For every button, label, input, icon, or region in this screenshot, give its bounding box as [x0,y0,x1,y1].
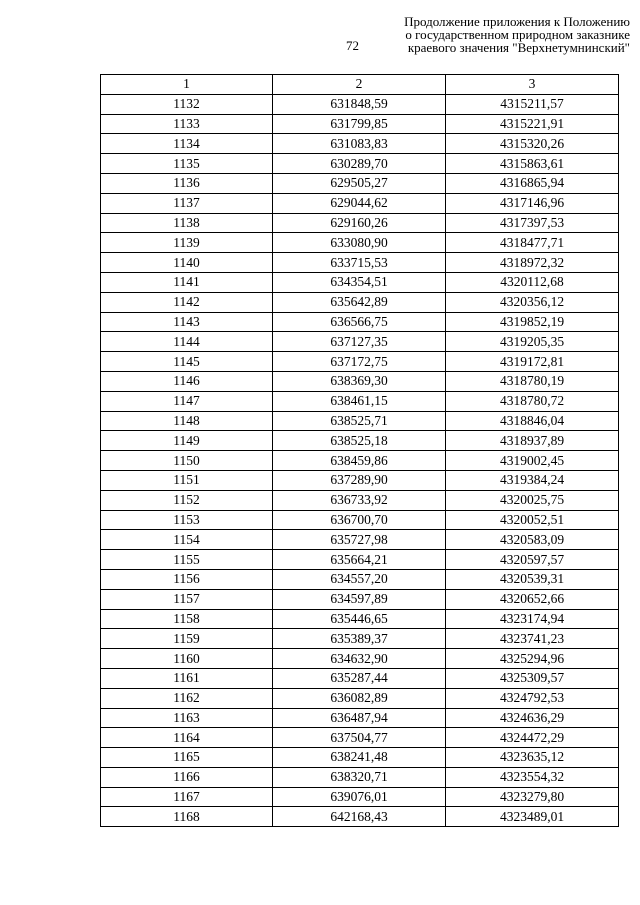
table-row [101,490,619,510]
table-cell: 4315221,91 [446,114,619,134]
table-cell: 1140 [101,253,273,273]
table-cell: 4325294,96 [446,649,619,669]
table-cell: 4318846,04 [446,411,619,431]
table-row [101,728,619,748]
table-cell: 4318477,71 [446,233,619,253]
table-cell: 637289,90 [273,470,446,490]
table-cell: 4320356,12 [446,292,619,312]
table-cell: 4318780,19 [446,371,619,391]
table-cell: 1137 [101,193,273,213]
table-row [101,649,619,669]
table-cell: 1136 [101,173,273,193]
table-row [101,767,619,787]
table-cell: 636566,75 [273,312,446,332]
table-cell: 4320025,75 [446,490,619,510]
table-row [101,193,619,213]
table-cell: 1132 [101,94,273,114]
table-row [101,787,619,807]
table-cell: 635727,98 [273,530,446,550]
table-cell: 1143 [101,312,273,332]
header-note-line: Продолжение приложения к Положению [404,14,630,29]
table-cell: 4323279,80 [446,787,619,807]
table-cell: 1158 [101,609,273,629]
table-row [101,708,619,728]
table-cell: 4320052,51 [446,510,619,530]
table-cell: 1161 [101,668,273,688]
table-cell: 4316865,94 [446,173,619,193]
table-cell: 636733,92 [273,490,446,510]
table-cell: 4319002,45 [446,451,619,471]
table-cell: 1156 [101,569,273,589]
table-cell: 634632,90 [273,649,446,669]
table-cell: 1147 [101,391,273,411]
table-cell: 633715,53 [273,253,446,273]
header-note-line: краевого значения "Верхнетумнинский" [407,40,630,55]
column-header: 3 [446,75,619,95]
table-cell: 1151 [101,470,273,490]
table-row [101,629,619,649]
table-row [101,371,619,391]
table-cell: 1163 [101,708,273,728]
table-cell: 633080,90 [273,233,446,253]
table-row [101,134,619,154]
table-cell: 635287,44 [273,668,446,688]
table-row [101,94,619,114]
table-cell: 1148 [101,411,273,431]
column-header: 1 [101,75,273,95]
page-number: 72 [346,38,359,53]
table-cell: 4318937,89 [446,431,619,451]
table-cell: 4319384,24 [446,470,619,490]
table-cell: 1133 [101,114,273,134]
table-row [101,431,619,451]
table-row [101,530,619,550]
table-cell: 1149 [101,431,273,451]
table-row [101,312,619,332]
table-cell: 638525,18 [273,431,446,451]
table-cell: 635664,21 [273,550,446,570]
table-row [101,332,619,352]
table-cell: 4315863,61 [446,154,619,174]
table-cell: 1168 [101,807,273,827]
table-cell: 636487,94 [273,708,446,728]
table-row [101,272,619,292]
table-cell: 4323635,12 [446,748,619,768]
table-cell: 4318972,32 [446,253,619,273]
table-cell: 637504,77 [273,728,446,748]
table-row [101,253,619,273]
table-cell: 4320583,09 [446,530,619,550]
table-cell: 4320112,68 [446,272,619,292]
table-cell: 634597,89 [273,589,446,609]
table-row [101,807,619,827]
table-cell: 4320539,31 [446,569,619,589]
column-header: 2 [273,75,446,95]
table-cell: 4324636,29 [446,708,619,728]
table-cell: 1154 [101,530,273,550]
table-cell: 4319205,35 [446,332,619,352]
table-cell: 631083,83 [273,134,446,154]
table-row [101,748,619,768]
table-cell: 637172,75 [273,352,446,372]
table-cell: 1166 [101,767,273,787]
table-cell: 638241,48 [273,748,446,768]
table-cell: 1160 [101,649,273,669]
table-cell: 636082,89 [273,688,446,708]
table-cell: 637127,35 [273,332,446,352]
table-cell: 1145 [101,352,273,372]
table-cell: 634354,51 [273,272,446,292]
table-cell: 638525,71 [273,411,446,431]
table-row [101,668,619,688]
table-cell: 4315320,26 [446,134,619,154]
table-cell: 4319172,81 [446,352,619,372]
table-row [101,609,619,629]
table-cell: 1139 [101,233,273,253]
table-cell: 4319852,19 [446,312,619,332]
table-cell: 4318780,72 [446,391,619,411]
table-cell: 629505,27 [273,173,446,193]
table-cell: 1155 [101,550,273,570]
table-cell: 4320652,66 [446,589,619,609]
table-row [101,411,619,431]
table-cell: 631848,59 [273,94,446,114]
table-row [101,569,619,589]
table-row [101,173,619,193]
coordinates-table [100,74,619,827]
table-cell: 4317146,96 [446,193,619,213]
table-cell: 1138 [101,213,273,233]
table-row [101,688,619,708]
table-row [101,154,619,174]
table-cell: 1153 [101,510,273,530]
table-cell: 642168,43 [273,807,446,827]
table-cell: 638459,86 [273,451,446,471]
table-row [101,510,619,530]
table-cell: 1157 [101,589,273,609]
table-cell: 1142 [101,292,273,312]
table-row [101,391,619,411]
table-cell: 634557,20 [273,569,446,589]
table-cell: 4324792,53 [446,688,619,708]
table-row [101,451,619,471]
table-cell: 1146 [101,371,273,391]
table-row [101,470,619,490]
table-cell: 4315211,57 [446,94,619,114]
table-row [101,233,619,253]
table-cell: 1162 [101,688,273,708]
table-row [101,550,619,570]
table-cell: 4323554,32 [446,767,619,787]
table-row [101,352,619,372]
table-cell: 1134 [101,134,273,154]
table-cell: 638369,30 [273,371,446,391]
table-cell: 1150 [101,451,273,471]
table-cell: 631799,85 [273,114,446,134]
table-cell: 635389,37 [273,629,446,649]
table-cell: 1141 [101,272,273,292]
table-row [101,292,619,312]
table-cell: 635642,89 [273,292,446,312]
table-cell: 1144 [101,332,273,352]
table-cell: 1167 [101,787,273,807]
table-body [101,94,619,826]
table-cell: 4324472,29 [446,728,619,748]
table-row [101,213,619,233]
table-cell: 638461,15 [273,391,446,411]
table-cell: 635446,65 [273,609,446,629]
table-cell: 4323741,23 [446,629,619,649]
table-cell: 4325309,57 [446,668,619,688]
table-cell: 636700,70 [273,510,446,530]
table-cell: 629160,26 [273,213,446,233]
table-cell: 629044,62 [273,193,446,213]
table-cell: 1152 [101,490,273,510]
table-cell: 4323489,01 [446,807,619,827]
table-cell: 639076,01 [273,787,446,807]
table-row [101,114,619,134]
header-note [330,15,630,54]
table-cell: 1135 [101,154,273,174]
table-cell: 1165 [101,748,273,768]
table-row [101,589,619,609]
header-note-line: о государственном природном заказнике [405,27,630,42]
table-cell: 4320597,57 [446,550,619,570]
table-cell: 1164 [101,728,273,748]
table-header-row [101,75,619,95]
table-cell: 4317397,53 [446,213,619,233]
table-cell: 638320,71 [273,767,446,787]
table-cell: 630289,70 [273,154,446,174]
table-cell: 4323174,94 [446,609,619,629]
table-cell: 1159 [101,629,273,649]
